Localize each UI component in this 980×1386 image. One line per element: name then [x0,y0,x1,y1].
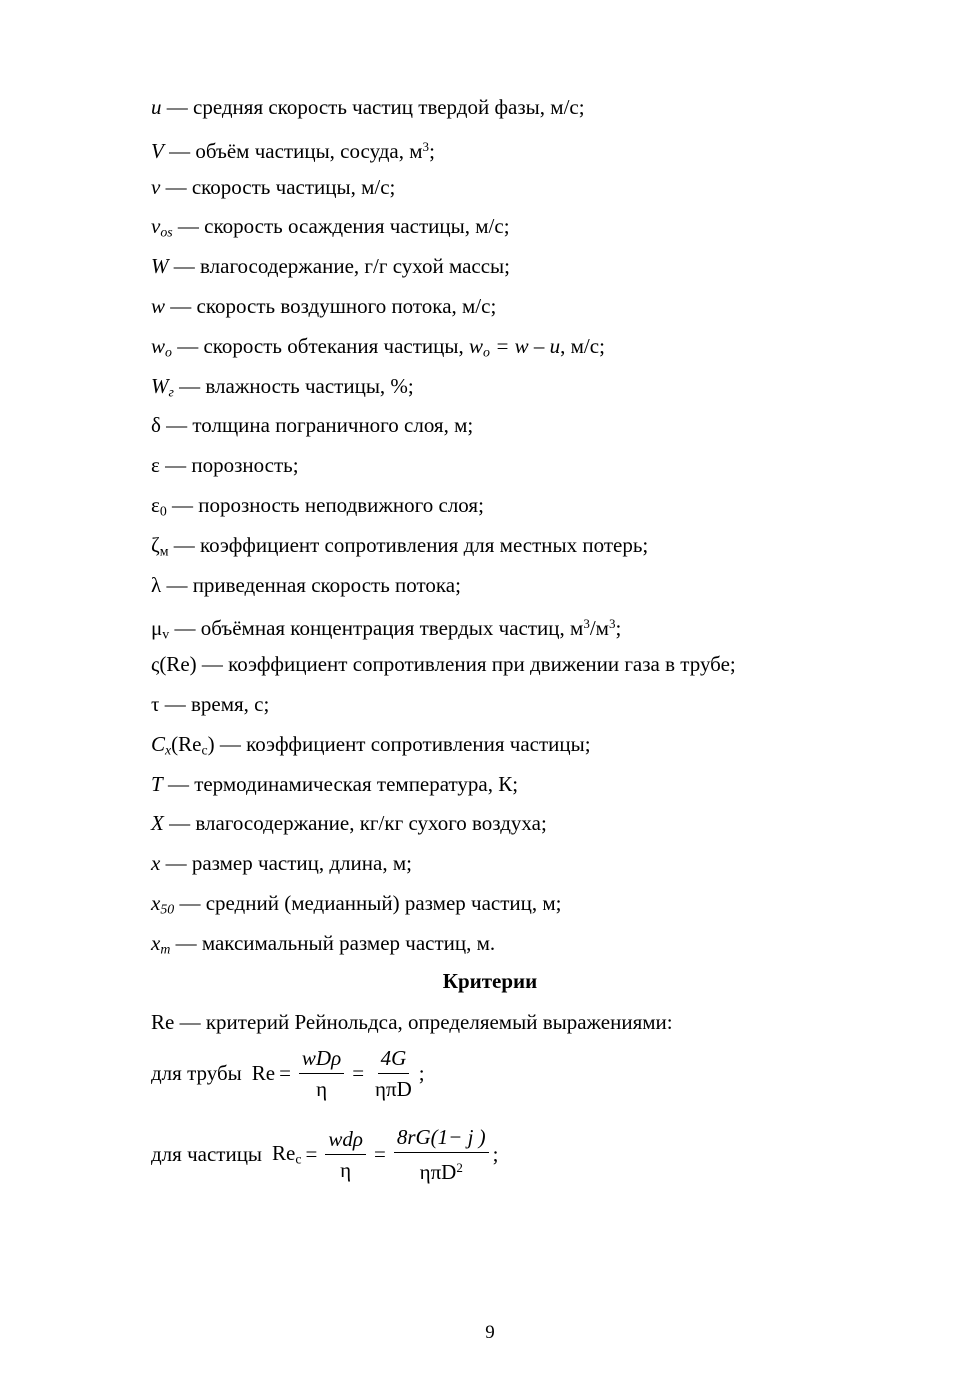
description: скорость воздушного потока, м/с; [196,293,497,318]
dash: — [172,214,205,239]
symbol: x [151,930,161,955]
description: коэффициент сопротивления для местных потерь; [199,532,649,557]
section-heading: Критерии [442,969,538,993]
dash: — [165,293,197,318]
dash: — [162,771,195,796]
symbol-subscript: v [162,626,170,642]
formula-particle-frac1-denominator: η [340,1158,352,1183]
symbol: V [151,138,164,163]
formula-particle-label: для частицы [151,1142,263,1167]
symbol: w [151,293,166,318]
dash: — [163,138,196,163]
unit-superscript: 3 [583,616,590,632]
description: скорость осаждения частицы, м/с; [204,214,510,239]
description: коэффициент сопротивления частицы; [246,731,591,756]
nomenclature-item [151,492,931,532]
formula-particle-lhs-sub: c [295,1151,302,1167]
formula-particle-frac1-numerator: wdρ [325,1127,366,1155]
description: время, с; [190,691,270,716]
symbol: w [151,333,166,358]
description: средняя скорость частиц твердой фазы, м/с; [193,95,585,119]
dash: — [160,413,193,438]
description: объём частицы, сосуда, м [195,138,423,163]
description: коэффициент сопротивления при движении газа в трубе; [228,652,736,677]
reynolds-definition: Re — критерий Рейнольдса, определяемый выражениями: [151,1010,673,1034]
nomenclature-item [151,174,931,214]
formula-tube-fraction-2 [372,1046,415,1101]
description: толщина пограничного слоя, м; [192,413,474,438]
symbol: W [151,254,169,279]
dash: — [159,691,191,716]
dash: — [168,532,200,557]
nomenclature-item [151,572,931,612]
dash: — [174,890,206,915]
symbol: ς(Re) [151,652,197,677]
symbol: ζ [151,532,160,557]
formula-particle-fraction-2 [394,1125,489,1184]
description: средний (медианный) размер частиц, м; [205,890,562,915]
formula-tube-frac2-denominator: ηπD [375,1077,412,1101]
formula-tube-frac1-denominator: η [316,1077,328,1101]
dash: — [166,492,199,517]
symbol-subscript: 50 [160,901,175,917]
dash: — [169,616,201,641]
symbol-suffix-subscript: c [201,742,208,758]
symbol: X [151,811,164,836]
nomenclature-item [151,333,931,373]
nomenclature-item [151,731,931,771]
symbol: W [151,373,169,398]
formula-particle-eq2: = [373,1142,386,1167]
description: скорость обтекания частицы, [203,333,469,358]
formula-tube-end: ; [418,1061,425,1085]
formula-tube [151,1046,425,1101]
symbol-subscript: os [160,224,173,240]
formula-tube-eq1: = [279,1061,291,1085]
dash: — [160,174,192,199]
formula-particle-lhs [272,1141,301,1167]
nomenclature-item [151,412,931,452]
symbol: C [151,731,166,756]
unit-superscript: 3 [422,138,430,154]
dash: — [196,652,229,677]
nomenclature-item [151,930,931,970]
formula-particle-frac2-den-base: ηπD [419,1160,457,1185]
formula-tube-label: для трубы [151,1061,242,1085]
symbol-subscript: 0 [159,503,167,519]
nomenclature-item [151,850,931,890]
dash: — [173,373,206,398]
nomenclature-item [151,890,931,930]
symbol-subscript: x [165,742,172,758]
description: порозность неподвижного слоя; [198,492,484,517]
nomenclature-item [151,134,931,174]
unit-middle: /м [589,616,609,641]
nomenclature-item [151,771,931,811]
description: влажность частицы, %; [205,373,414,398]
description-tail: ; [429,138,435,163]
description-symbol-subscript: o [483,344,490,360]
formula-tube-frac2-numerator: 4G [378,1046,410,1074]
description: приведенная скорость потока; [192,572,461,597]
symbol-subscript: м [159,543,169,559]
symbol: ε [151,492,160,517]
formula-particle [151,1125,499,1184]
description-tail: , м/с; [560,333,605,358]
nomenclature-item [151,651,931,691]
dash: — [163,811,196,836]
description-expression: = w – u [489,333,561,358]
dash: — [161,572,193,597]
nomenclature-item [151,373,931,413]
formula-tube-eq2: = [352,1061,365,1085]
description: порозность; [191,453,299,478]
symbol: T [151,771,163,796]
formula-particle-frac2-den-sup: 2 [456,1160,463,1175]
description-tail: ; [615,616,622,641]
formula-tube-lhs: Re [251,1061,276,1085]
symbol-subscript: г [168,384,174,400]
dash: — [168,254,200,279]
dash: — [171,333,204,358]
nomenclature-item [151,213,931,253]
symbol-subscript: m [160,941,171,957]
nomenclature-item [151,94,931,134]
description-symbol: w [469,333,484,358]
page-number: 9 [485,1322,495,1343]
symbol-suffix-end: ) [207,731,215,756]
nomenclature-item [151,452,931,492]
nomenclature-item [151,611,931,651]
symbol: v [151,174,161,199]
description: термодинамическая температура, К; [194,771,519,796]
symbol: v [151,214,161,239]
formula-tube-fraction-1 [299,1046,344,1101]
nomenclature-item [151,691,931,731]
description: влагосодержание, кг/кг сухого воздуха; [195,811,547,836]
symbol-subscript: o [165,344,172,360]
nomenclature-list [151,94,931,970]
symbol: u [151,95,162,119]
symbol-suffix: (Re [171,731,202,756]
dash: — [160,851,192,876]
formula-particle-frac2-numerator: 8rG(1− j ) [394,1125,489,1153]
symbol: x [151,890,161,915]
symbol: λ [151,572,162,597]
nomenclature-item [151,293,931,333]
dash: — [170,930,202,955]
symbol: τ [151,691,160,716]
formula-particle-fraction-1 [325,1127,366,1182]
description: максимальный размер частиц, м. [201,930,496,955]
symbol: μ [151,616,163,641]
nomenclature-item [151,810,931,850]
dash: — [159,453,192,478]
description: скорость частицы, м/с; [191,174,396,199]
formula-tube-frac1-numerator: wDρ [299,1046,344,1074]
nomenclature-item [151,253,931,293]
dash: — [161,95,193,119]
formula-particle-end: ; [492,1142,499,1167]
description: объёмная концентрация твердых частиц, м [200,616,584,641]
formula-particle-lhs-base: Re [272,1141,296,1166]
symbol: ε [151,453,160,478]
description: размер частиц, длина, м; [191,851,412,876]
dash: — [214,731,247,756]
description: влагосодержание, г/г сухой массы; [200,254,510,279]
unit-superscript-2: 3 [608,616,616,632]
formula-particle-frac2-denominator [417,1153,466,1184]
symbol: x [151,851,161,876]
nomenclature-item [151,532,931,572]
formula-particle-eq1: = [305,1142,318,1167]
symbol: δ [151,413,161,438]
